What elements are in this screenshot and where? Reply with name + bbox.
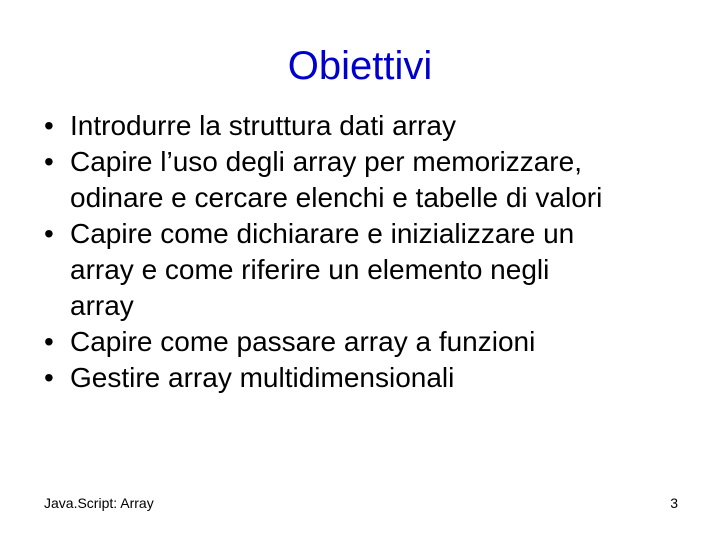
slide-title: Obiettivi [287,44,433,88]
bullet-item [44,324,704,360]
bullet-item [44,360,704,396]
page-number: 3 [670,495,678,511]
bullet-marker: • [44,110,54,141]
bullet-list [44,108,704,396]
footer-text: Java.Script: Array [44,495,154,511]
bullet-marker: • [44,218,54,249]
bullet-item [44,108,704,144]
bullet-marker: • [44,362,54,393]
bullet-text: Gestire array multidimensionali [70,362,455,393]
bullet-item [44,144,704,216]
bullet-marker: • [44,326,54,357]
bullet-text: Introdurre la struttura dati array [70,110,456,141]
bullet-text: Capire l’uso degli array per memorizzare, odinare e cercare elenchi e tabelle di valori [70,146,603,213]
bullet-marker: • [44,146,54,177]
bullet-item [44,216,704,324]
bullet-text: Capire come passare array a funzioni [70,326,536,357]
bullet-text: Capire come dichiarare e inizializzare un array e come riferire un elemento negli array [70,218,575,321]
